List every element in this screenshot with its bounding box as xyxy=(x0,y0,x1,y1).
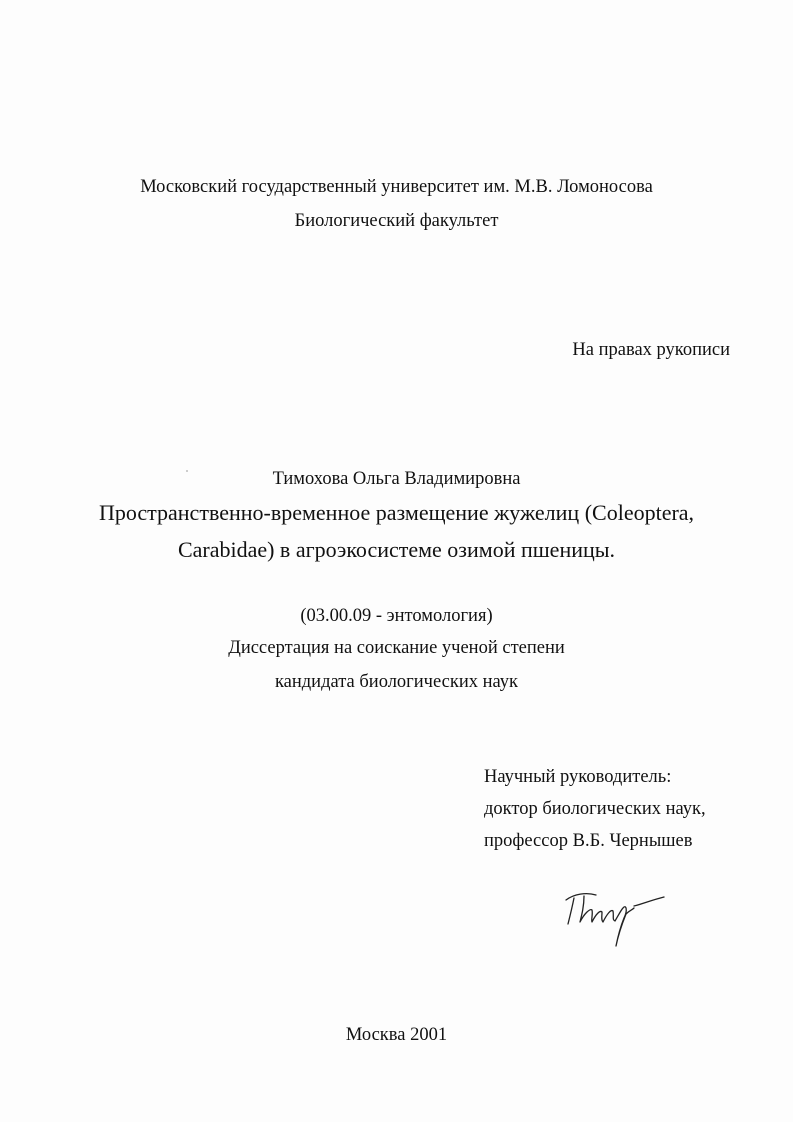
supervisor-name: профессор В.Б. Чернышев xyxy=(484,831,693,851)
handwritten-signature xyxy=(560,880,670,960)
thesis-title-line-2: Carabidae) в агроэкосистеме озимой пшеницы. xyxy=(177,537,616,562)
university-name: Московский государственный университет им. М.В. Ломоносова xyxy=(140,177,653,197)
faculty-name: Биологический факультет xyxy=(294,211,499,231)
supervisor-degree: доктор биологических наук, xyxy=(484,799,706,819)
degree-line-2: кандидата биологических наук xyxy=(274,672,519,692)
specialty-code: (03.00.09 - энтомология) xyxy=(300,606,493,626)
degree-line-1: Диссертация на соискание ученой степени xyxy=(228,638,565,658)
thesis-title-line-1: Пространственно-временное размещение жужелиц (Coleoptera, xyxy=(98,500,695,525)
author-name: Тимохова Ольга Владимировна xyxy=(272,469,521,489)
city-year: Москва 2001 xyxy=(345,1025,448,1045)
scan-speck xyxy=(186,470,188,472)
supervisor-label: Научный руководитель: xyxy=(484,767,672,787)
rights-note: На правах рукописи xyxy=(572,340,730,360)
